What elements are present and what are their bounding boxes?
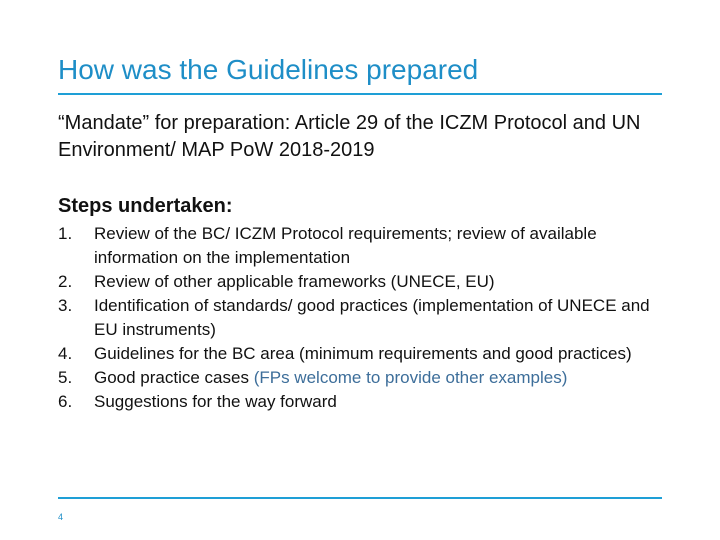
footer-divider xyxy=(58,497,662,499)
step-item xyxy=(58,294,668,342)
step-number: 2. xyxy=(58,272,73,291)
step-highlight-text: (FPs welcome to provide other examples) xyxy=(253,368,568,387)
step-item xyxy=(58,222,668,270)
step-number: 1. xyxy=(58,224,73,243)
step-text: Identification of standards/ good practices (implementation of UNECE and EU instruments) xyxy=(94,296,650,339)
title-divider xyxy=(58,93,662,95)
step-item xyxy=(58,390,668,414)
step-item xyxy=(58,366,668,390)
step-text: Suggestions for the way forward xyxy=(94,392,337,411)
slide-title: How was the Guidelines prepared xyxy=(58,54,479,85)
step-text: Guidelines for the BC area (minimum requirements and good practices) xyxy=(94,344,632,363)
step-text: Good practice cases xyxy=(94,368,254,387)
steps-heading: Steps undertaken: xyxy=(58,195,233,217)
step-number: 5. xyxy=(58,368,73,387)
page-number: 4 xyxy=(58,512,64,522)
step-number: 3. xyxy=(58,296,73,315)
mandate-text: “Mandate” for preparation: Article 29 of the ICZM Protocol and UN Environment/ MAP PoW 2018-2019 xyxy=(58,112,641,161)
step-number: 4. xyxy=(58,344,73,363)
step-item xyxy=(58,342,668,366)
step-text: Review of other applicable frameworks (UNECE, EU) xyxy=(94,272,495,291)
steps-list xyxy=(58,222,668,414)
step-number: 6. xyxy=(58,392,73,411)
step-text: Review of the BC/ ICZM Protocol requirements; review of available information on the implementation xyxy=(94,224,597,267)
step-item xyxy=(58,270,668,294)
